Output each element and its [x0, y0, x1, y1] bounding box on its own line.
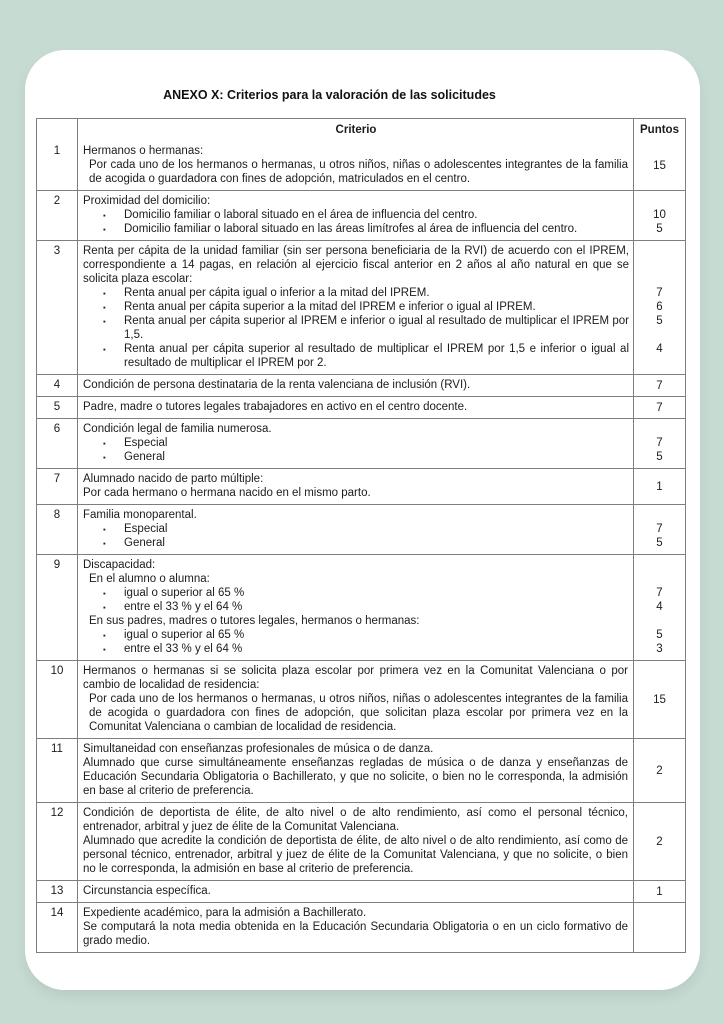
criterio-segment: Simultaneidad con enseñanzas profesionales de música o de danza.: [83, 743, 434, 755]
row-number: 4: [37, 375, 78, 396]
criterio-text: General: [124, 537, 165, 549]
row-number: 2: [37, 191, 78, 240]
points-value: 7: [656, 523, 663, 535]
criterio-segment: Expediente académico, para la admisión a Bachillerato.: [83, 907, 367, 919]
criterio-segment: En el alumno o alumna:: [89, 573, 210, 585]
bullet-icon: ▪: [103, 289, 106, 298]
criterio-cell: [78, 664, 685, 734]
criterio-segment: Familia monoparental.: [83, 509, 197, 521]
criterio-segment: Renta per cápita de la unidad familiar (sin ser persona beneficiaria de la RVI) de acuerdo con el IPREM, correspondiente a 14 pagas, en relación al ejercicio fiscal anterior en 2 años al año natural en que se solicita plaza escolar:: [83, 245, 629, 285]
bullet-icon: ▪: [103, 345, 106, 354]
column-divider: [633, 375, 634, 396]
table-row: [37, 374, 685, 396]
column-divider: [633, 419, 634, 468]
row-content: [78, 241, 685, 374]
criterio-segment: [78, 628, 634, 642]
points-value: [634, 903, 685, 952]
points-value: 7: [656, 379, 663, 392]
criterio-cell: [78, 586, 634, 600]
table-header-row: [37, 119, 685, 141]
bullet-icon: ▪: [103, 539, 106, 548]
points-value: [634, 572, 685, 586]
points-value: 15: [653, 693, 666, 706]
criterio-cell: [78, 286, 634, 300]
points-value: [634, 244, 685, 286]
criterio-segment: En sus padres, madres o tutores legales, hermanos o hermanas:: [89, 615, 420, 627]
row-content: [78, 397, 685, 418]
criterio-text: entre el 33 % y el 64 %: [124, 643, 243, 655]
criterio-cell: [78, 244, 634, 286]
criterio-cell: [78, 208, 634, 222]
criterio-segment: [78, 314, 634, 342]
row-content: [78, 903, 685, 952]
column-divider: [633, 803, 634, 880]
row-content: [78, 191, 685, 240]
criterio-cell: [78, 628, 634, 642]
criterio-segment: Hermanos o hermanas:: [83, 145, 204, 157]
criterio-segment: [78, 222, 634, 236]
bullet-icon: ▪: [103, 225, 106, 234]
row-content: [78, 881, 685, 902]
criterio-segment: [78, 342, 634, 370]
bullet-icon: ▪: [103, 439, 106, 448]
column-divider: [633, 191, 634, 240]
column-divider: [633, 661, 634, 738]
criterio-segment: [78, 586, 634, 600]
table-row: [37, 468, 685, 504]
criteria-table: [36, 118, 686, 953]
points-value: 10: [653, 209, 666, 221]
criterio-cell: [78, 572, 634, 586]
column-divider: [633, 241, 634, 374]
row-content: [78, 505, 685, 554]
row-content: [78, 469, 685, 504]
points-value: 7: [656, 287, 663, 299]
table-row: [37, 738, 685, 802]
criterio-cell: [78, 742, 685, 798]
row-content: [78, 803, 685, 880]
points-value: 2: [656, 835, 663, 848]
column-divider: [633, 881, 634, 902]
points-value: 1: [656, 480, 663, 493]
criterio-segment: [78, 436, 634, 450]
column-divider: [633, 397, 634, 418]
criterio-segment: [78, 600, 634, 614]
bullet-icon: ▪: [103, 317, 106, 326]
points-value: [634, 614, 685, 628]
criterio-cell: [78, 472, 685, 500]
criterio-segment: [78, 286, 634, 300]
points-value: 3: [656, 643, 663, 655]
row-content: [78, 661, 685, 738]
criterio-cell: [78, 600, 634, 614]
points-value: 5: [656, 537, 663, 549]
criterio-text: entre el 33 % y el 64 %: [124, 601, 243, 613]
criterio-cell: [78, 558, 634, 572]
criterio-cell: [78, 300, 634, 314]
points-value: 7: [656, 401, 663, 414]
criterio-cell: [78, 342, 634, 370]
criteria-table-body: [37, 141, 685, 952]
criterio-text: Domicilio familiar o laboral situado en las áreas limítrofes al área de influencia del centro.: [124, 223, 578, 235]
criterio-segment: Padre, madre o tutores legales trabajadores en activo en el centro docente.: [83, 401, 468, 413]
criterio-segment: Por cada uno de los hermanos o hermanas, u otros niños, niñas o adolescentes integrantes de la familia de acogida o guardadora con fines de adopción, matriculados en el centro.: [89, 159, 628, 185]
table-row: [37, 554, 685, 660]
points-value: [634, 194, 685, 208]
points-value: [634, 558, 685, 572]
points-value: [634, 508, 685, 522]
criterio-text: Renta anual per cápita superior al IPREM e inferior o igual al resultado de multiplicar el IPREM por 1,5.: [124, 315, 629, 341]
criterio-text: Especial: [124, 523, 168, 535]
bullet-icon: ▪: [103, 603, 106, 612]
criterio-text: Domicilio familiar o laboral situado en el área de influencia del centro.: [124, 209, 478, 221]
column-divider: [633, 469, 634, 504]
row-number: 13: [37, 881, 78, 902]
criterio-text: General: [124, 451, 165, 463]
criterio-cell: [78, 522, 634, 536]
column-divider: [633, 119, 634, 141]
criterio-cell: [78, 642, 634, 656]
points-value: 4: [656, 601, 663, 613]
row-content: [78, 375, 685, 396]
bullet-icon: ▪: [103, 645, 106, 654]
criterio-segment: Condición de deportista de élite, de alto nivel o de alto rendimiento, así como el personal técnico, entrenador, arbitral y juez de élite de la Comunitat Valenciana.: [83, 807, 628, 833]
row-content: [78, 739, 685, 802]
column-divider: [633, 555, 634, 660]
criterio-segment: [78, 642, 634, 656]
criterio-cell: [78, 314, 634, 342]
points-value: 6: [656, 301, 663, 313]
row-number: 6: [37, 419, 78, 468]
points-value: 1: [656, 885, 663, 898]
criterio-cell: [78, 400, 685, 414]
header-criterio: Criterio: [335, 124, 377, 136]
points-value: 5: [656, 629, 663, 641]
criterio-segment: [78, 300, 634, 314]
table-row: [37, 396, 685, 418]
table-row: [37, 418, 685, 468]
criterio-cell: [78, 450, 634, 464]
row-number: 11: [37, 739, 78, 802]
row-number: 10: [37, 661, 78, 738]
points-value: [634, 422, 685, 436]
column-divider: [633, 141, 634, 190]
criterio-cell: [78, 222, 634, 236]
criterio-segment: Discapacidad:: [83, 559, 156, 571]
criterio-cell: [78, 144, 685, 186]
criterio-segment: Por cada hermano o hermana nacido en el mismo parto.: [83, 487, 371, 499]
criterio-segment: Se computará la nota media obtenida en la Educación Secundaria Obligatoria o en un ciclo formativo de grado medio.: [83, 921, 628, 947]
criterio-segment: [78, 450, 634, 464]
row-content: [78, 555, 685, 660]
bullet-icon: ▪: [103, 525, 106, 534]
criterio-cell: [78, 508, 634, 522]
row-number: 7: [37, 469, 78, 504]
criterio-cell: [78, 194, 634, 208]
column-divider: [633, 505, 634, 554]
criterio-cell: [78, 884, 685, 898]
points-value: 4: [656, 343, 663, 355]
points-value: 5: [656, 451, 663, 463]
bullet-icon: ▪: [103, 631, 106, 640]
document-page: [25, 50, 700, 990]
column-divider: [633, 903, 634, 952]
criterio-cell: [78, 436, 634, 450]
criterio-text: igual o superior al 65 %: [124, 629, 245, 641]
criterio-segment: Condición de persona destinataria de la renta valenciana de inclusión (RVI).: [83, 379, 471, 391]
criterio-segment: Hermanos o hermanas si se solicita plaza escolar por primera vez en la Comunitat Valenciana o por cambio de localidad de residencia:: [83, 665, 628, 691]
points-value: 5: [656, 315, 663, 327]
criterio-segment: [78, 536, 634, 550]
page-title-text: ANEXO X: Criterios para la valoración de las solicitudes: [163, 88, 496, 102]
criterio-cell: [78, 906, 685, 948]
table-row: [37, 504, 685, 554]
criterio-segment: Alumnado nacido de parto múltiple:: [83, 473, 264, 485]
header-content: [78, 119, 685, 141]
row-content: [78, 141, 685, 190]
bullet-icon: ▪: [103, 453, 106, 462]
criterio-segment: Circunstancia específica.: [83, 885, 211, 897]
criterio-segment: Proximidad del domicilio:: [83, 195, 211, 207]
row-number: 9: [37, 555, 78, 660]
column-divider: [633, 739, 634, 802]
table-row: [37, 660, 685, 738]
table-row: [37, 240, 685, 374]
table-row: [37, 141, 685, 190]
criterio-cell: [78, 614, 634, 628]
criterio-cell: [78, 378, 685, 392]
table-row: [37, 802, 685, 880]
table-row: [37, 190, 685, 240]
bullet-icon: ▪: [103, 589, 106, 598]
points-value: 15: [653, 159, 666, 172]
criterio-segment: Alumnado que curse simultáneamente enseñanzas regladas de música o de danza y enseñanzas de Educación Secundaria Obligatoria o Bachillerato, y que no solicite, o bien no le corresponda, la admisión en base al criterio de preferencia.: [83, 757, 628, 797]
table-row: [37, 902, 685, 952]
row-number: 1: [37, 141, 78, 190]
criterio-segment: [78, 208, 634, 222]
criterio-cell: [78, 422, 634, 436]
criterio-cell: [78, 536, 634, 550]
criterio-text: Renta anual per cápita superior a la mitad del IPREM e inferior o igual al IPREM.: [124, 301, 536, 313]
criterio-segment: Condición legal de familia numerosa.: [83, 423, 272, 435]
points-value: 2: [656, 764, 663, 777]
criterio-text: Renta anual per cápita superior al resultado de multiplicar el IPREM por 1,5 e inferior o igual al resultado de multiplicar el IPREM por 2.: [124, 343, 629, 369]
row-number: 14: [37, 903, 78, 952]
row-content: [78, 419, 685, 468]
criterio-segment: Por cada uno de los hermanos o hermanas, u otros niños, niñas o adolescentes integrantes de la familia de acogida o guardadora con fines de adopción, que solicitan plaza escolar por primera vez en la Comunitat Valenciana o cambian de localidad de residencia.: [89, 693, 628, 733]
criterio-text: Renta anual per cápita igual o inferior a la mitad del IPREM.: [124, 287, 430, 299]
header-puntos: Puntos: [640, 124, 679, 136]
criterio-text: Especial: [124, 437, 168, 449]
row-number: 5: [37, 397, 78, 418]
bullet-icon: ▪: [103, 303, 106, 312]
row-number: 3: [37, 241, 78, 374]
criterio-cell: [78, 806, 685, 876]
criterio-segment: Alumnado que acredite la condición de deportista de élite, de alto nivel o de alto rendimiento, así como de personal técnico, entrenador, arbitral y juez de élite de la Comunitat Valenciana, y que no solicite, o bien no le corresponda, la admisión en base al criterio de preferencia.: [83, 835, 628, 875]
bullet-icon: ▪: [103, 211, 106, 220]
table-row: [37, 880, 685, 902]
criterio-segment: [78, 522, 634, 536]
row-number: 8: [37, 505, 78, 554]
header-number-cell: [37, 119, 78, 141]
points-value: 7: [656, 587, 663, 599]
row-number: 12: [37, 803, 78, 880]
criterio-text: igual o superior al 65 %: [124, 587, 245, 599]
points-value: 7: [656, 437, 663, 449]
page-title: [25, 88, 700, 102]
points-value: 5: [656, 223, 663, 235]
